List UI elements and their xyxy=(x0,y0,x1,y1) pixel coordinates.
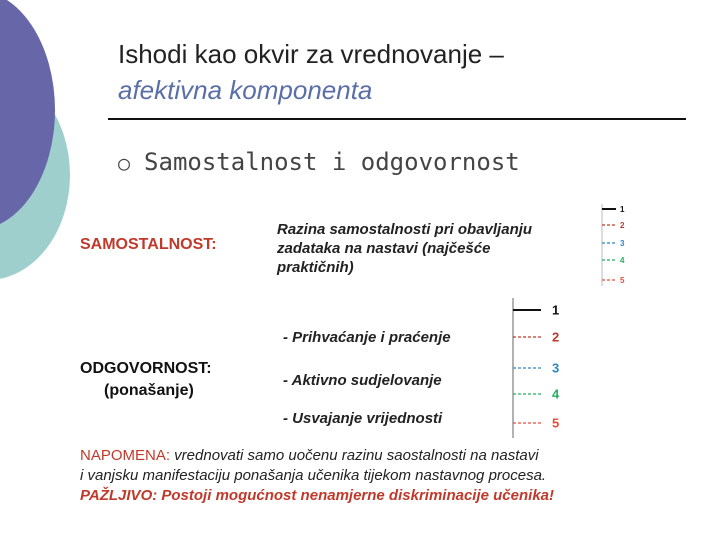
samostalnost-description: Razina samostalnosti pri obavljanju zadataka na nastavi (najčešće praktičnih) xyxy=(277,221,533,276)
note-label: NAPOMENA: xyxy=(80,447,171,464)
scale-label: 5 xyxy=(552,415,560,431)
scale-label: 1 xyxy=(552,302,560,318)
scale-label: 1 xyxy=(620,204,625,214)
note-text-1: vrednovati samo uočenu razinu saostalnosti na nastavi xyxy=(170,447,539,464)
bullet-ring-icon: ○ xyxy=(118,151,131,175)
odgovornost-label: ODGOVORNOST: xyxy=(80,360,212,377)
scale-label: 5 xyxy=(620,275,625,285)
behavior-item: - Prihvaćanje i praćenje xyxy=(283,329,451,346)
bullet-item xyxy=(118,148,520,176)
samostalnost-label: SAMOSTALNOST: xyxy=(80,236,217,253)
slide-title xyxy=(118,36,678,108)
scale-label: 4 xyxy=(620,255,625,265)
title-divider xyxy=(108,118,686,120)
title-main: Ishodi kao okvir za vrednovanje – xyxy=(118,39,504,69)
warning-text: PAŽLJIVO: Postoji mogućnost nenamjerne diskriminacije učenika! xyxy=(80,487,555,504)
samostalnost-scale xyxy=(596,200,632,290)
note-line-1 xyxy=(80,446,710,466)
note-block xyxy=(80,446,710,506)
scale-label: 2 xyxy=(620,220,625,230)
odgovornost-scale xyxy=(505,296,570,440)
ponasanje-label: (ponašanje) xyxy=(104,382,194,399)
title-subtitle: afektivna komponenta xyxy=(118,75,373,105)
scale-label: 3 xyxy=(620,238,625,248)
behavior-item: - Aktivno sudjelovanje xyxy=(283,372,442,389)
scale-label: 2 xyxy=(552,329,560,345)
scale-label: 3 xyxy=(552,360,560,376)
bullet-text: Samostalnost i odgovornost xyxy=(144,148,520,176)
note-text-2: i vanjsku manifestaciju ponašanja učenika tijekom nastavnog procesa. xyxy=(80,467,547,484)
behavior-item: - Usvajanje vrijednosti xyxy=(283,410,443,427)
scale-label: 4 xyxy=(552,386,560,402)
